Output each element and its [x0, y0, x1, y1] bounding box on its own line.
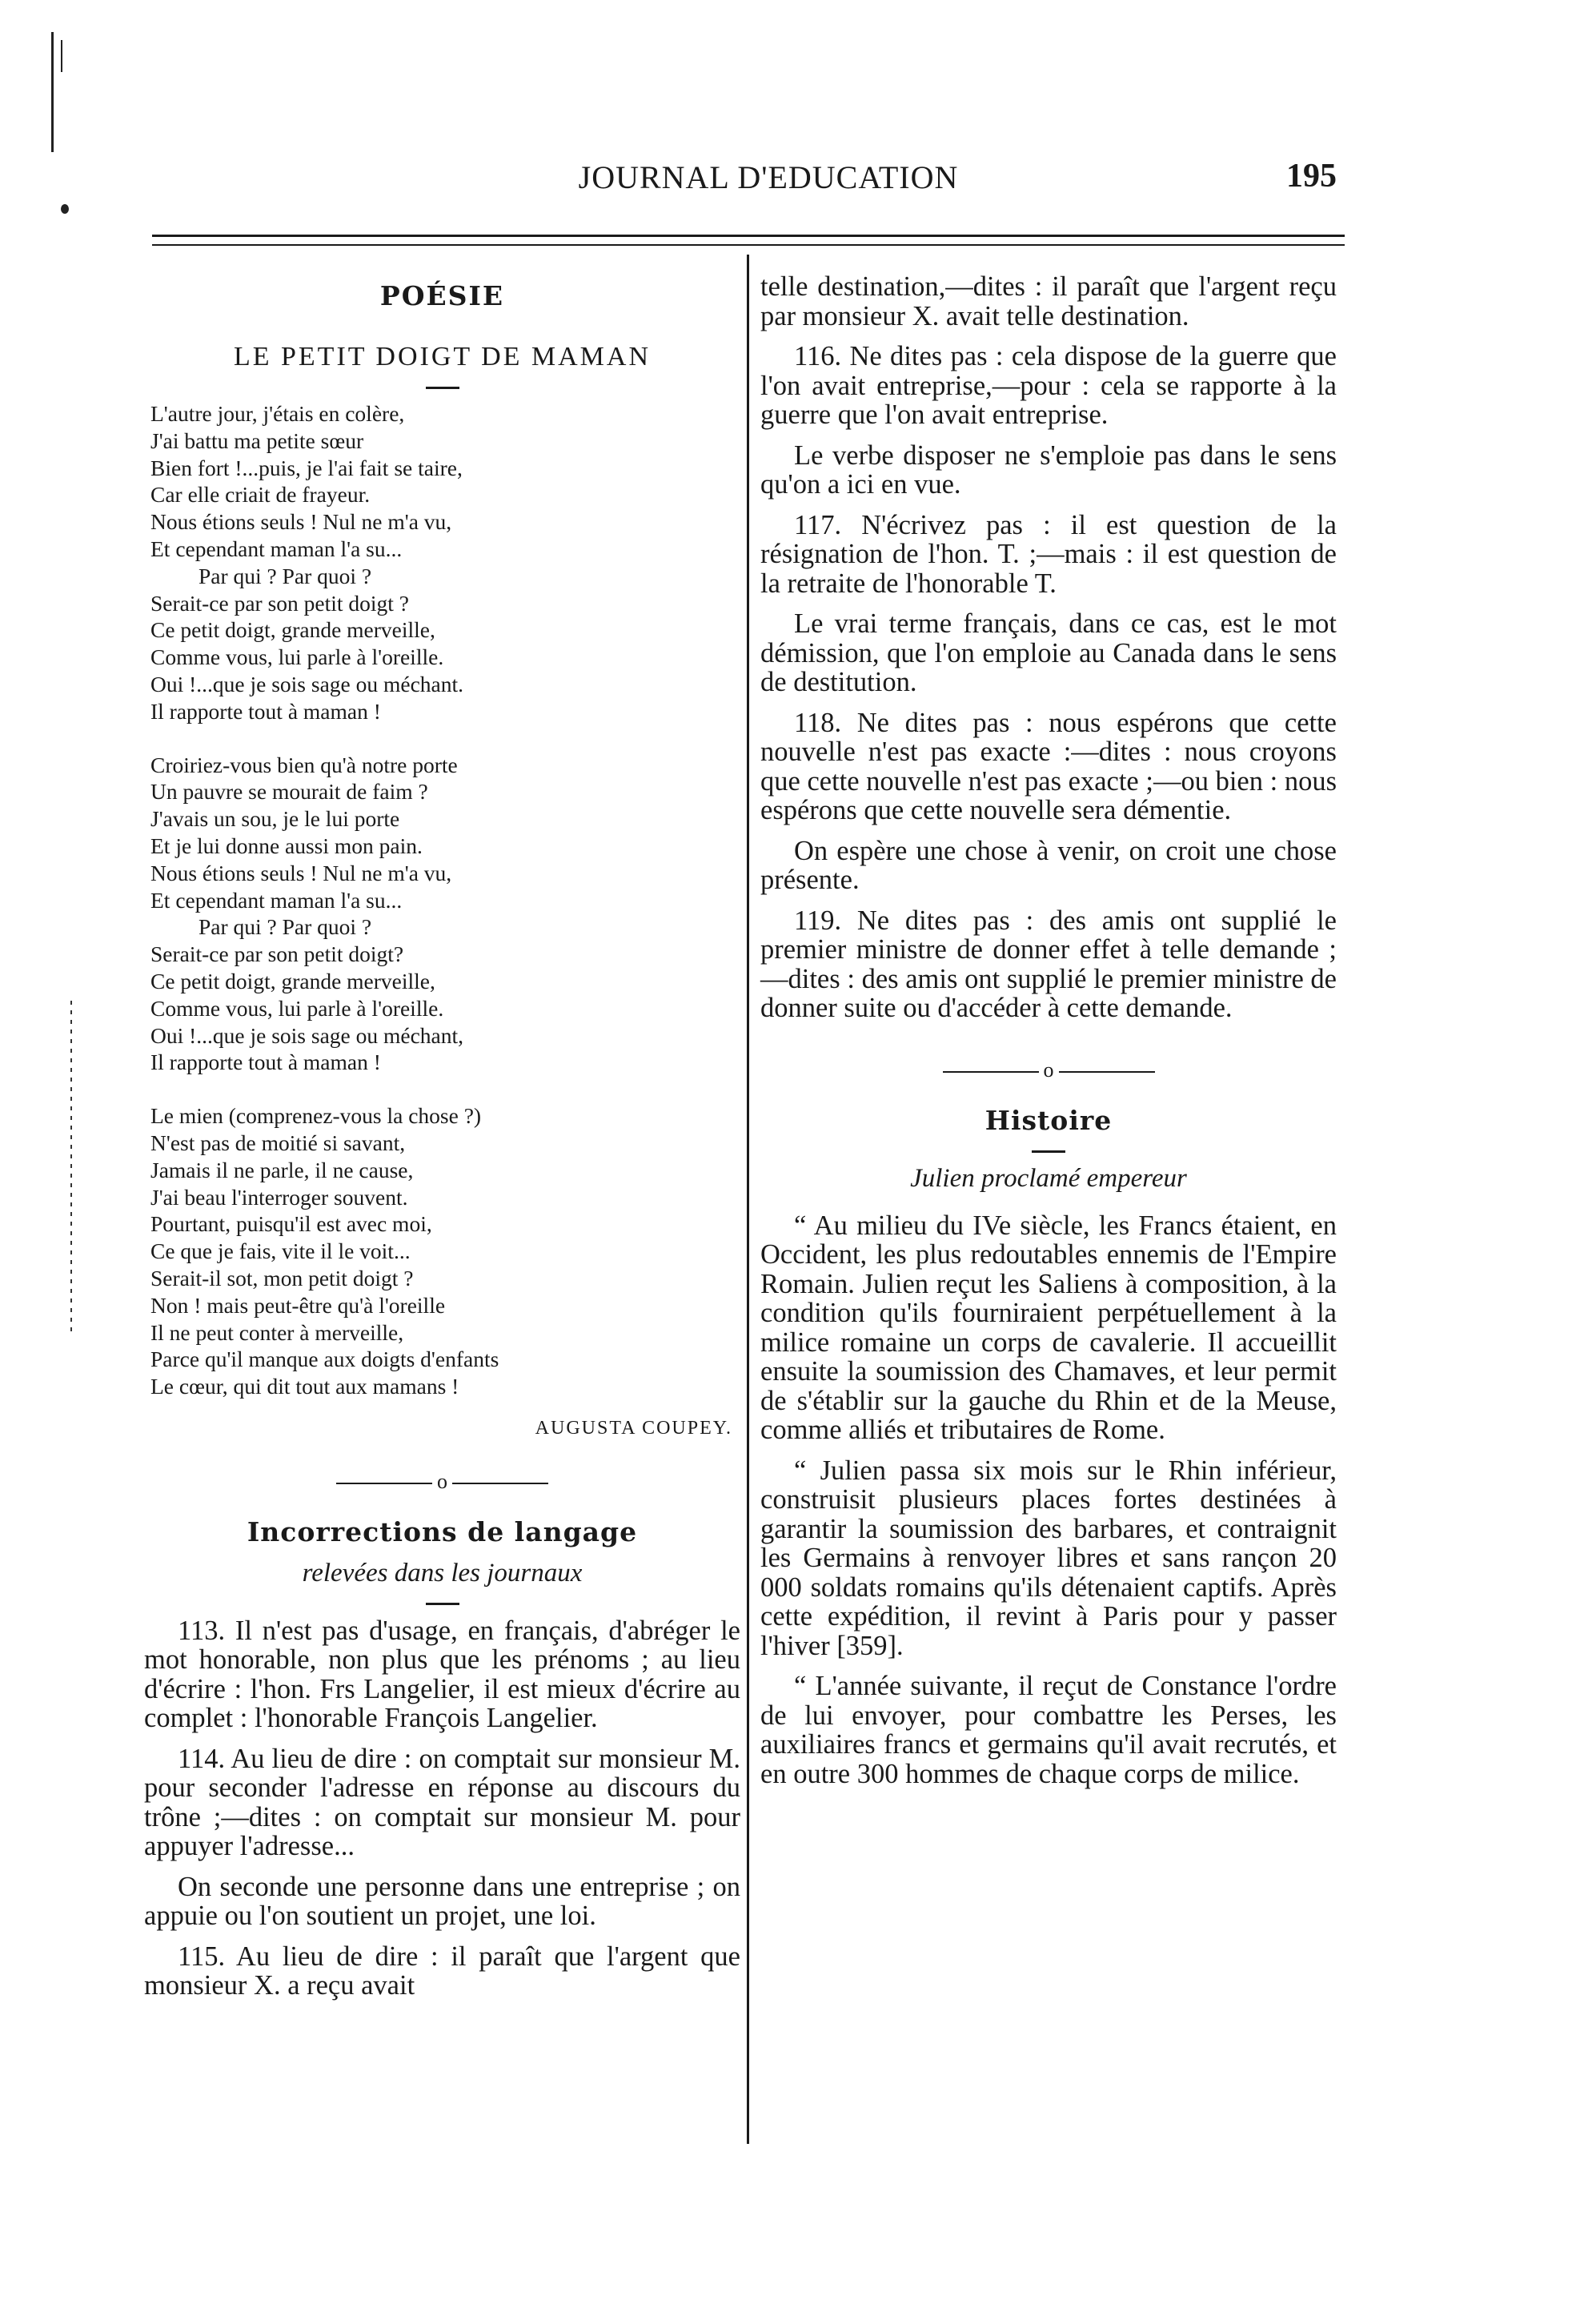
poem-line: Par qui ? Par quoi ? — [198, 914, 372, 940]
poem-line: Ce petit doigt, grande merveille, — [150, 968, 435, 993]
paragraph-116-note: Le verbe disposer ne s'emploie pas dans le sens qu'on a ici en vue. — [760, 440, 1337, 500]
paragraph-115: 115. Au lieu de dire : il paraît que l'argent que monsieur X. a reçu avait — [144, 1941, 740, 2001]
poem-line: Il rapporte tout à maman ! — [150, 1050, 381, 1075]
poem-line: J'ai battu ma petite sœur — [150, 427, 364, 453]
poem-stanza — [150, 400, 740, 725]
right-column — [760, 272, 1337, 1788]
poem-line: Jamais il ne parle, il ne cause, — [150, 1157, 414, 1182]
history-paragraph: “ Au milieu du IVe siècle, les Francs étaient, en Occident, les plus redoutables ennemis de l'Empire Romain. Julien reçut les Saliens à composition, à la condition qu'ils fourniraient perpétuellement à la milice romaine un corps de cavalerie. Il accueillit ensuite la soumission des Chamaves, et leur permit de s'établir sur la gauche du Rhin et de la Meuse, comme alliés et tributaires de Rome. — [760, 1210, 1337, 1445]
section-separator: o — [144, 1470, 740, 1494]
section-subtitle: Julien proclamé empereur — [910, 1163, 1187, 1193]
poem-line: Un pauvre se mourait de faim ? — [150, 779, 428, 805]
poem-line: Oui !...que je sois sage ou méchant, — [150, 1022, 464, 1048]
poem-line: Et cependant maman l'a su... — [150, 536, 403, 561]
paragraph-114-note: On seconde une personne dans une entreprise ; on appuie ou l'on soutient un projet, une loi. — [144, 1871, 740, 1932]
left-column — [144, 280, 740, 2001]
page-number: 195 — [1286, 158, 1337, 195]
section-heading-poesie: POÉSIE — [379, 280, 505, 311]
poem-line: Par qui ? Par quoi ? — [198, 563, 372, 588]
running-header: JOURNAL D'EDUCATION — [578, 159, 959, 195]
poem-line: Il rapporte tout à maman ! — [150, 698, 381, 724]
poem-line: Ce petit doigt, grande merveille, — [150, 617, 435, 643]
poem-line: Et je lui donne aussi mon pain. — [150, 833, 423, 858]
poem — [144, 400, 740, 1400]
poem-line: Car elle criait de frayeur. — [150, 482, 371, 508]
poem-line: Parce qu'il manque aux doigts d'enfants — [150, 1347, 499, 1372]
paragraph-119: 119. Ne dites pas : des amis ont supplié le premier ministre de donner effet à telle demande ;—dites : des amis ont supplié le premier ministre de donner suite ou d'accéder à cette demande. — [760, 905, 1337, 1023]
poem-signature: AUGUSTA COUPEY. — [535, 1417, 732, 1439]
paragraph-113: 113. Il n'est pas d'usage, en français, d'abréger le mot honorable, non plus que les prénoms ; au lieu d'écrire : l'hon. Frs Langelier, il est mieux d'écrire au complet : l'honorable François Langelier. — [144, 1615, 740, 1734]
poem-line: Serait-ce par son petit doigt ? — [150, 590, 410, 616]
poem-line: Et cependant maman l'a su... — [150, 887, 403, 913]
paragraph-118-note: On espère une chose à venir, on croit une chose présente. — [760, 835, 1337, 895]
section-heading-incorrections: Incorrections de langage — [247, 1515, 638, 1547]
history-paragraph: “ Julien passa six mois sur le Rhin inférieur, construisit plusieurs places fortes destinées à garantir la soumission des barbares, et contraignit les Germains à renvoyer libres et sans rançon 20 000 soldats romains qu'ils détenaient captifs. Après cette expédition, il revint à Paris pour y passer l'hiver [359]. — [760, 1455, 1337, 1661]
poem-stanza — [150, 752, 740, 1077]
paragraph-114: 114. Au lieu de dire : on comptait sur monsieur M. pour seconder l'adresse en réponse au discours du trône ;—dites : on comptait sur monsieur M. pour appuyer l'adresse... — [144, 1743, 740, 1862]
poem-line: J'ai beau l'interroger souvent. — [150, 1184, 408, 1210]
poem-line: Le cœur, qui dit tout aux mamans ! — [150, 1374, 459, 1399]
poem-line: N'est pas de moitié si savant, — [150, 1130, 406, 1155]
scan-edge-mark — [61, 40, 62, 72]
poem-line: Non ! mais peut-être qu'à l'oreille — [150, 1292, 446, 1318]
poem-line: Serait-ce par son petit doigt? — [150, 941, 404, 967]
poem-line: Serait-il sot, mon petit doigt ? — [150, 1265, 414, 1290]
poem-line: Oui !...que je sois sage ou méchant. — [150, 671, 464, 696]
section-heading-histoire: Histoire — [984, 1104, 1113, 1136]
paragraph-115-continued: telle destination,—dites : il paraît que l'argent reçu par monsieur X. avait telle destination. — [760, 271, 1337, 331]
paragraph-117-note: Le vrai terme français, dans ce cas, est le mot démission, que l'on emploie au Canada dans le sens de destitution. — [760, 608, 1337, 697]
poem-line: Comme vous, lui parle à l'oreille. — [150, 995, 444, 1021]
heading-rule — [1032, 1150, 1065, 1153]
scan-edge-mark — [51, 32, 54, 152]
scan-edge-mark — [70, 1001, 72, 1337]
section-separator: o — [760, 1058, 1337, 1082]
poem-line: L'autre jour, j'étais en colère, — [150, 401, 405, 426]
title-rule — [426, 387, 459, 389]
poem-line: Nous étions seuls ! Nul ne m'a vu, — [150, 509, 452, 535]
poem-line: Bien fort !...puis, je l'ai fait se taire, — [150, 455, 463, 480]
poem-line: Le mien (comprenez-vous la chose ?) — [150, 1103, 482, 1129]
poem-line: Croiriez-vous bien qu'à notre porte — [150, 752, 458, 777]
subtitle-rule — [426, 1603, 459, 1605]
poem-line: J'avais un sou, je le lui porte — [150, 806, 400, 832]
header-rule — [152, 235, 1345, 237]
header-rule — [152, 244, 1345, 246]
poem-line: Il ne peut conter à merveille, — [150, 1319, 404, 1345]
scan-edge-mark — [61, 204, 69, 214]
history-paragraph: “ L'année suivante, il reçut de Constance l'ordre de lui envoyer, pour combattre les Perses, les auxiliaires francs et germains qu'il avait recrutés, et en outre 300 hommes de chaque corps de milice. — [760, 1671, 1337, 1789]
paragraph-118: 118. Ne dites pas : nous espérons que cette nouvelle n'est pas exacte :—dites : nous croyons que cette nouvelle n'est pas exacte ;—ou bien : nous espérons que cette nouvelle sera démentie. — [760, 707, 1337, 825]
paragraph-117: 117. N'écrivez pas : il est question de la résignation de l'hon. T. ;—mais : il est question de la retraite de l'honorable T. — [760, 509, 1337, 599]
poem-line: Ce que je fais, vite il le voit... — [150, 1238, 411, 1264]
paragraph-116: 116. Ne dites pas : cela dispose de la guerre que l'on avait entreprise,—pour : cela se rapporte à la guerre que l'on avait entreprise. — [760, 341, 1337, 430]
poem-line: Comme vous, lui parle à l'oreille. — [150, 644, 444, 670]
poem-line: Nous étions seuls ! Nul ne m'a vu, — [150, 860, 452, 885]
column-divider — [747, 255, 749, 2144]
poem-line: Pourtant, puisqu'il est avec moi, — [150, 1211, 432, 1237]
poem-title: LE PETIT DOIGT DE MAMAN — [233, 342, 652, 371]
section-subtitle: relevées dans les journaux — [302, 1558, 583, 1587]
poem-stanza — [150, 1102, 740, 1400]
